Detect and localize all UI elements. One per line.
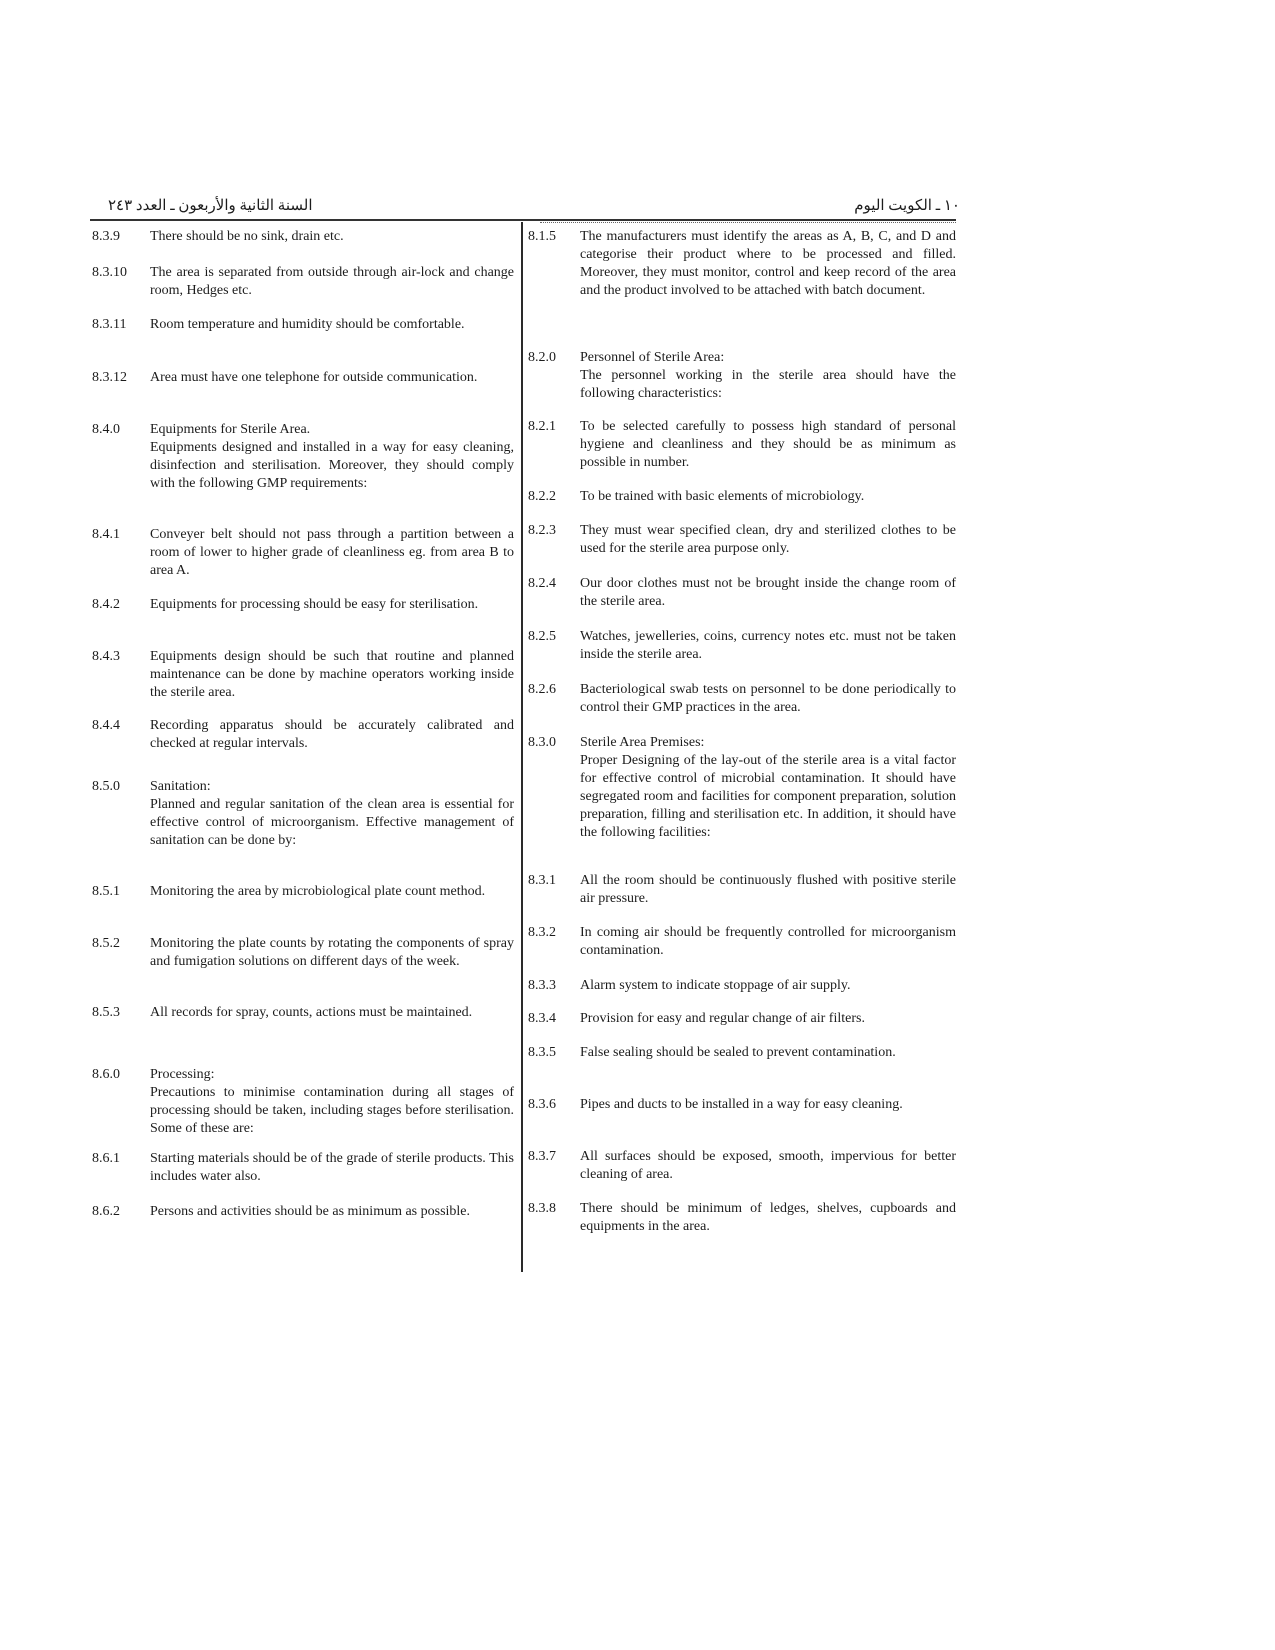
clause-number: 8.2.6	[528, 682, 556, 697]
clause-number: 8.4.4	[92, 718, 120, 733]
clause-number: 8.3.7	[528, 1149, 556, 1164]
clause-text: Alarm system to indicate stoppage of air supply.	[580, 978, 851, 993]
clause-text: Pipes and ducts to be installed in a way for easy cleaning.	[580, 1097, 903, 1112]
clause-text: Bacteriological swab tests on personnel to be done periodically to control their GMP practices in the area.	[580, 682, 956, 715]
clause-number: 8.5.1	[92, 884, 120, 899]
clause-title: Sanitation:	[150, 779, 211, 794]
clause-number: 8.1.5	[528, 229, 556, 244]
clause-text: All surfaces should be exposed, smooth, impervious for better cleaning of area.	[580, 1149, 956, 1182]
clause-number: 8.2.4	[528, 576, 556, 591]
clause-text: To be trained with basic elements of microbiology.	[580, 489, 865, 504]
clause-number: 8.2.2	[528, 489, 556, 504]
clause-text: Our door clothes must not be brought inside the change room of the sterile area.	[580, 576, 956, 609]
clause-text: Conveyer belt should not pass through a partition between a room of lower to higher grade of cleanliness eg. from area B to area A.	[150, 527, 514, 578]
clause-text: The manufacturers must identify the areas as A, B, C, and D and categorise their product where to be processed and filled. Moreover, they must monitor, control and keep record of the area and the product involved to be attached with batch document.	[580, 229, 956, 298]
clause-title: Personnel of Sterile Area:	[580, 350, 725, 365]
clause-text: They must wear specified clean, dry and sterilized clothes to be used for the sterile area purpose only.	[580, 523, 956, 556]
clause-number: 8.4.2	[92, 597, 120, 612]
clause-number: 8.6.0	[92, 1067, 120, 1082]
clause-text: Monitoring the plate counts by rotating the components of spray and fumigation solutions on different days of the week.	[150, 936, 514, 969]
clause-number: 8.4.0	[92, 422, 120, 437]
clause-number: 8.3.6	[528, 1097, 556, 1112]
clause-number: 8.3.5	[528, 1045, 556, 1060]
clause-text: Area must have one telephone for outside communication.	[150, 370, 478, 385]
clause-number: 8.2.0	[528, 350, 556, 365]
clause-number: 8.5.0	[92, 779, 120, 794]
clause-text: Equipments design should be such that routine and planned maintenance can be done by machine operators working inside the sterile area.	[150, 649, 514, 700]
header-publication-title: ١٠ ـ الكويت اليوم	[854, 198, 960, 214]
clause-number: 8.2.1	[528, 419, 556, 434]
clause-number: 8.3.9	[92, 229, 120, 244]
clause-text: The personnel working in the sterile area should have the following characteristics:	[580, 368, 956, 401]
clause-text: False sealing should be sealed to prevent contamination.	[580, 1045, 896, 1060]
clause-number: 8.3.10	[92, 265, 127, 280]
header-rule	[90, 219, 956, 221]
clause-text: Starting materials should be of the grade of sterile products. This includes water also.	[150, 1151, 514, 1184]
clause-number: 8.3.8	[528, 1201, 556, 1216]
clause-text: Provision for easy and regular change of air filters.	[580, 1011, 865, 1026]
clause-number: 8.6.1	[92, 1151, 120, 1166]
clause-number: 8.3.3	[528, 978, 556, 993]
clause-number: 8.5.3	[92, 1005, 120, 1020]
clause-text: Proper Designing of the lay-out of the sterile area is a vital factor for effective control of microbial contamination. It should have segregated room and facilities for component preparation, solution preparation, filling and sterilisation etc. In addition, it should have the following facilities:	[580, 753, 956, 840]
clause-text: Persons and activities should be as minimum as possible.	[150, 1204, 471, 1219]
clause-text: There should be minimum of ledges, shelves, cupboards and equipments in the area.	[580, 1201, 956, 1234]
clause-text: There should be no sink, drain etc.	[150, 229, 344, 244]
clause-number: 8.3.1	[528, 873, 556, 888]
clause-number: 8.4.3	[92, 649, 120, 664]
clause-title: Sterile Area Premises:	[580, 735, 705, 750]
clause-text: All records for spray, counts, actions must be maintained.	[150, 1005, 473, 1020]
clause-number: 8.3.2	[528, 925, 556, 940]
clause-number: 8.6.2	[92, 1204, 120, 1219]
clause-text: To be selected carefully to possess high standard of personal hygiene and cleanliness and they should be as minimum as possible in number.	[580, 419, 956, 470]
clause-text: Precautions to minimise contamination during all stages of processing should be taken, including stages before sterilisation. Some of these are:	[150, 1085, 514, 1136]
clause-text: The area is separated from outside through air-lock and change room, Hedges etc.	[150, 265, 514, 298]
clause-text: Equipments for processing should be easy for sterilisation.	[150, 597, 479, 612]
header-issue-info: السنة الثانية والأربعون ـ العدد ٢٤٣	[108, 198, 313, 214]
clause-text: Recording apparatus should be accurately calibrated and checked at regular intervals.	[150, 718, 514, 751]
clause-text: All the room should be continuously flushed with positive sterile air pressure.	[580, 873, 956, 906]
clause-number: 8.3.12	[92, 370, 127, 385]
clause-title: Equipments for Sterile Area.	[150, 422, 311, 437]
clause-text: Watches, jewelleries, coins, currency notes etc. must not be taken inside the sterile area.	[580, 629, 956, 662]
column-divider	[521, 222, 523, 1272]
header-rule-dotted	[540, 222, 956, 223]
clause-title: Processing:	[150, 1067, 215, 1082]
clause-number: 8.2.5	[528, 629, 556, 644]
clause-text: Monitoring the area by microbiological plate count method.	[150, 884, 486, 899]
clause-text: Equipments designed and installed in a way for easy cleaning, disinfection and sterilisation. Moreover, they should comply with the following GMP requirements:	[150, 440, 514, 491]
clause-number: 8.3.4	[528, 1011, 556, 1026]
clause-text: Room temperature and humidity should be comfortable.	[150, 317, 465, 332]
clause-number: 8.3.0	[528, 735, 556, 750]
clause-number: 8.2.3	[528, 523, 556, 538]
clause-text: In coming air should be frequently controlled for microorganism contamination.	[580, 925, 956, 958]
clause-number: 8.4.1	[92, 527, 120, 542]
clause-number: 8.3.11	[92, 317, 127, 332]
clause-text: Planned and regular sanitation of the clean area is essential for effective control of microorganism. Effective management of sanitation can be done by:	[150, 797, 514, 848]
clause-number: 8.5.2	[92, 936, 120, 951]
